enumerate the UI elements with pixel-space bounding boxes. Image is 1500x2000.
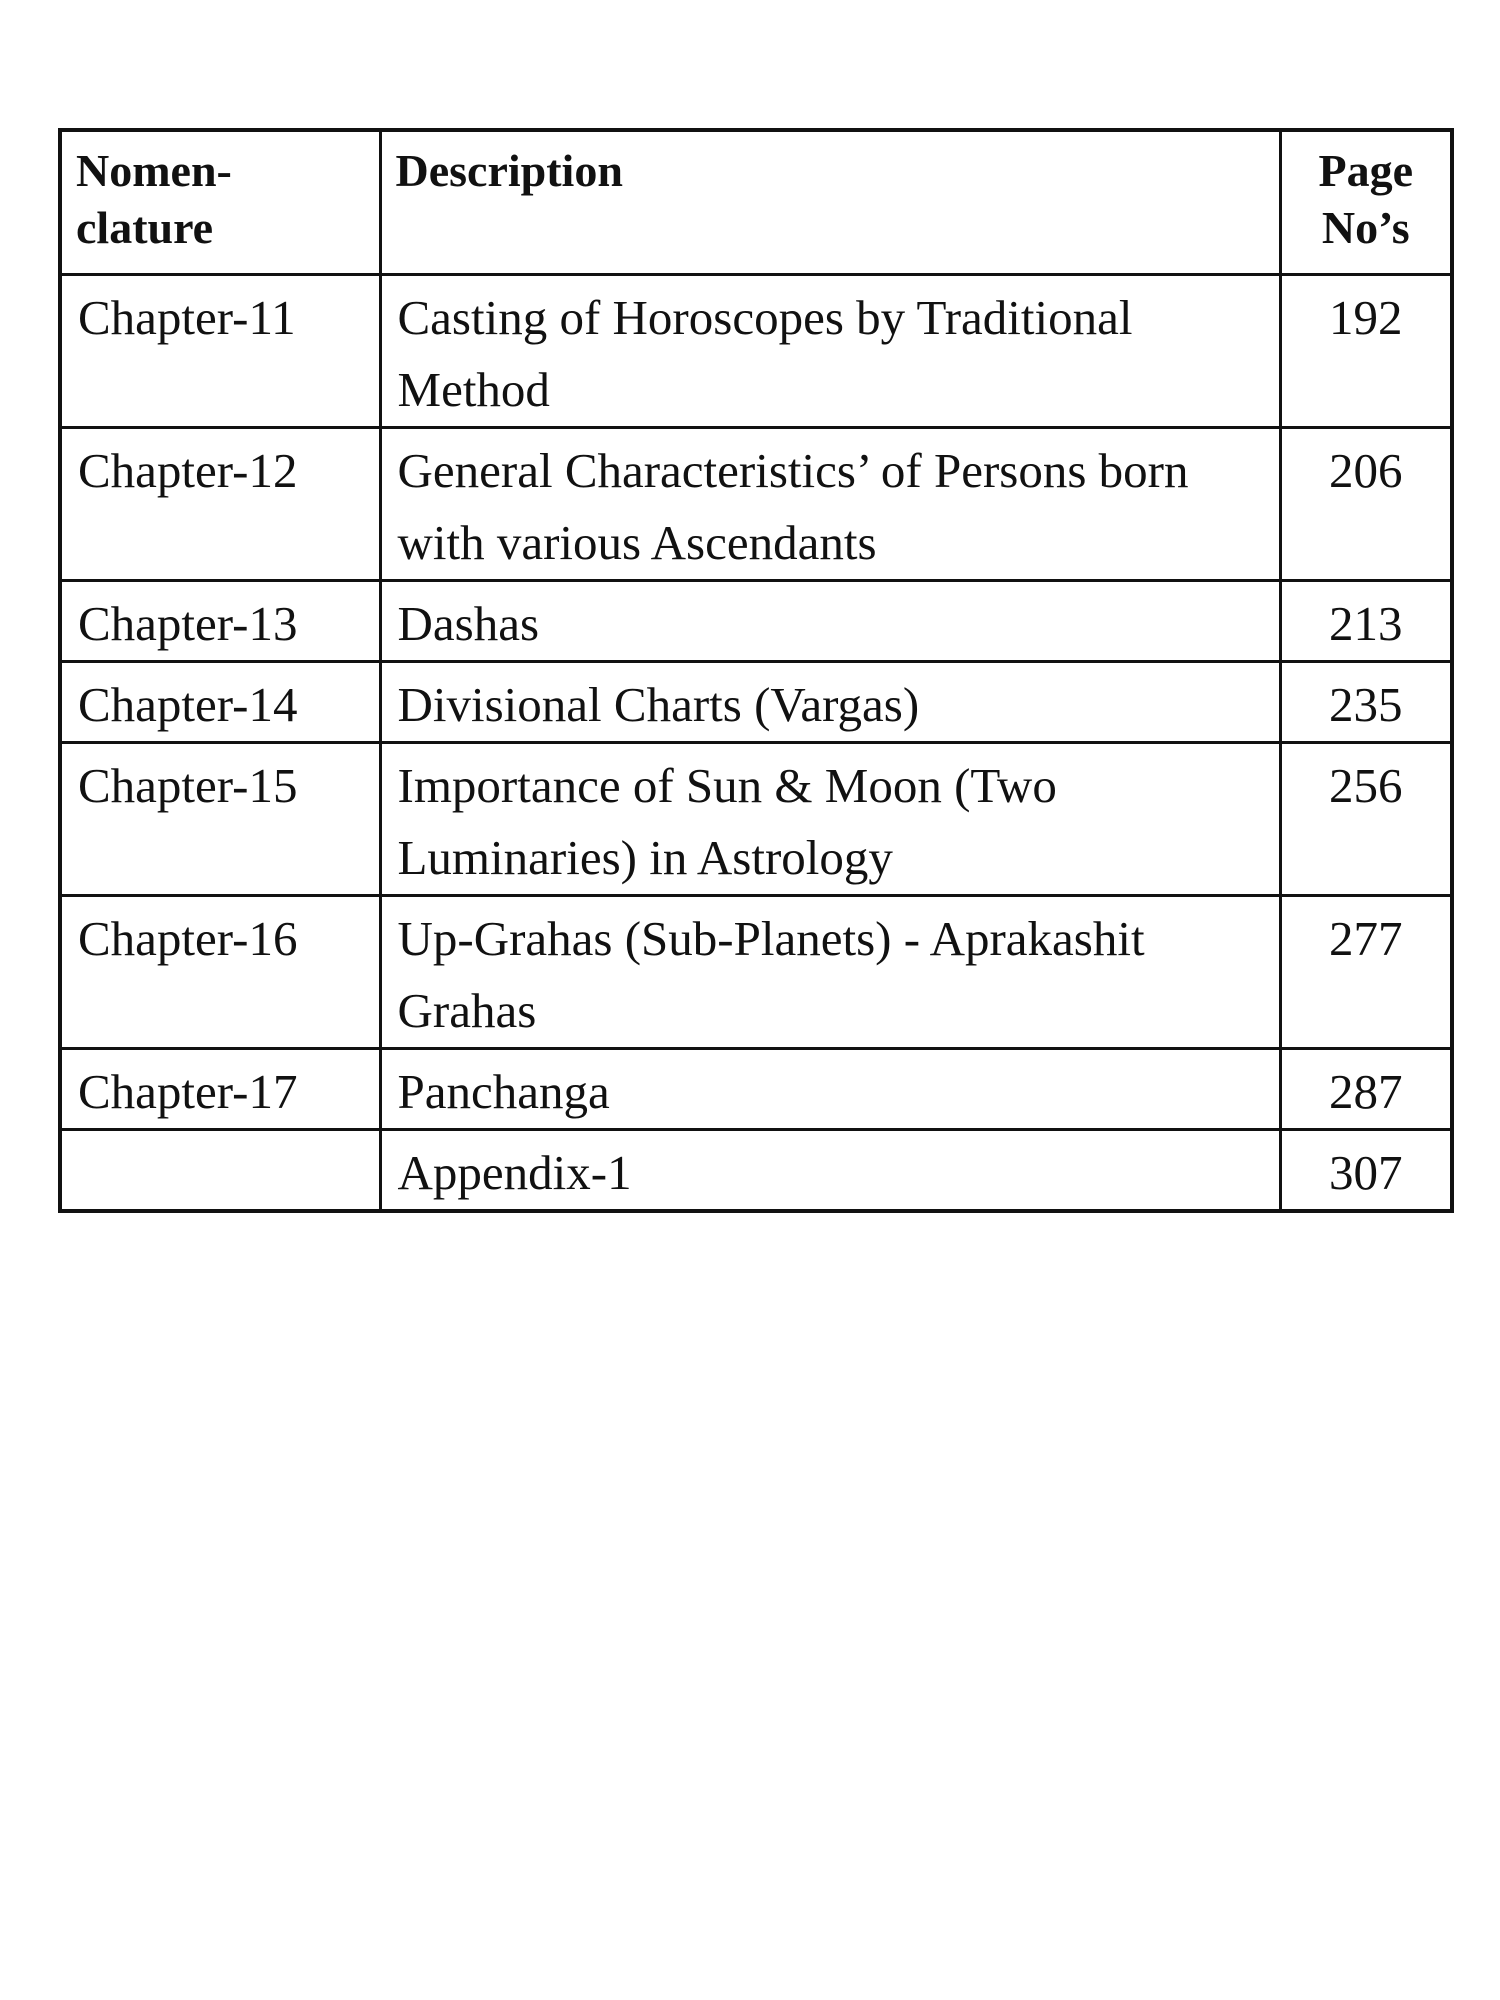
description-cell: Dashas xyxy=(380,581,1280,662)
header-page-numbers xyxy=(1280,130,1452,275)
chapter-cell: Chapter-12 xyxy=(60,428,380,581)
header-description xyxy=(380,130,1280,275)
table-row xyxy=(60,1130,1452,1212)
chapter-cell: Chapter-13 xyxy=(60,581,380,662)
chapter-cell: Chapter-15 xyxy=(60,743,380,896)
header-nomenclature-line2: clature xyxy=(76,202,214,254)
header-description-label: Description xyxy=(395,145,623,196)
page-number-cell: 235 xyxy=(1280,662,1452,743)
chapter-cell: Chapter-17 xyxy=(60,1049,380,1130)
description-cell: Casting of Horoscopes by Traditional Method xyxy=(380,275,1280,428)
description-cell: Up-Grahas (Sub-Planets) - Aprakashit Grahas xyxy=(380,896,1280,1049)
header-nomenclature-line1: Nomen- xyxy=(76,145,232,196)
table-row xyxy=(60,743,1452,896)
description-cell: Appendix-1 xyxy=(380,1130,1280,1212)
chapter-cell xyxy=(60,1130,380,1212)
description-cell: General Characteristics’ of Persons born with various Ascendants xyxy=(380,428,1280,581)
page-number-cell: 307 xyxy=(1280,1130,1452,1212)
table-row xyxy=(60,581,1452,662)
chapter-cell: Chapter-14 xyxy=(60,662,380,743)
table-row xyxy=(60,1049,1452,1130)
description-cell: Importance of Sun & Moon (Two Luminaries) in Astrology xyxy=(380,743,1280,896)
header-page-line1: Page xyxy=(1318,145,1413,196)
table-row xyxy=(60,275,1452,428)
page-number-cell: 287 xyxy=(1280,1049,1452,1130)
table-row xyxy=(60,428,1452,581)
page-number-cell: 213 xyxy=(1280,581,1452,662)
table-row xyxy=(60,896,1452,1049)
page-number-cell: 277 xyxy=(1280,896,1452,1049)
contents-table xyxy=(58,128,1454,1213)
description-cell: Panchanga xyxy=(380,1049,1280,1130)
chapter-cell: Chapter-16 xyxy=(60,896,380,1049)
description-cell: Divisional Charts (Vargas) xyxy=(380,662,1280,743)
chapter-cell: Chapter-11 xyxy=(60,275,380,428)
header-page-line2: No’s xyxy=(1321,202,1410,254)
page-number-cell: 256 xyxy=(1280,743,1452,896)
table-row xyxy=(60,662,1452,743)
page-number-cell: 192 xyxy=(1280,275,1452,428)
header-nomenclature xyxy=(60,130,380,275)
page-number-cell: 206 xyxy=(1280,428,1452,581)
header-row xyxy=(60,130,1452,275)
